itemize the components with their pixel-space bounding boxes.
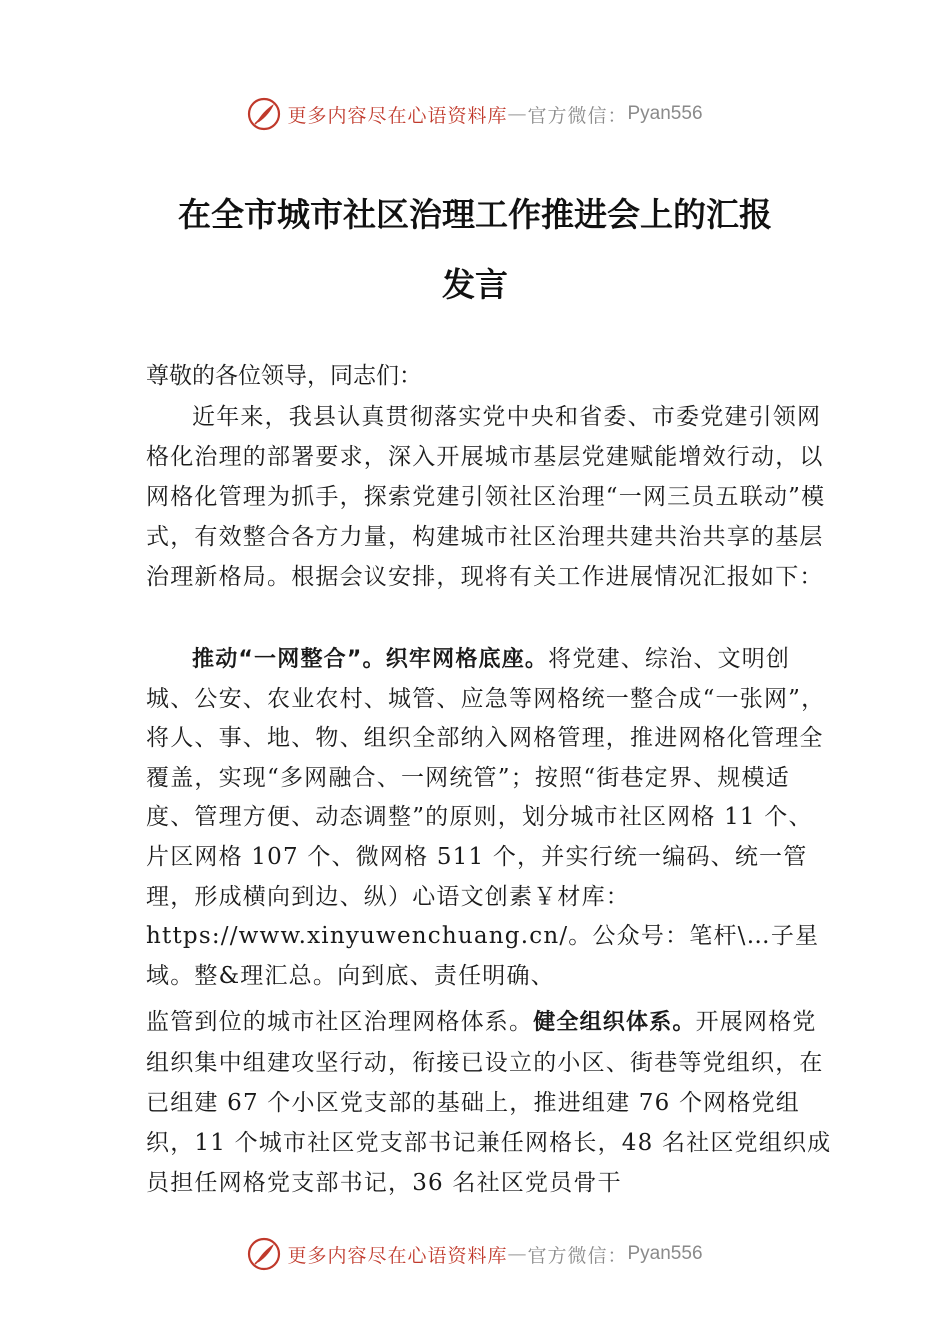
watermark-separator: —	[507, 103, 528, 125]
section-2-body: 开展网格党组织集中组建攻坚行动，衔接已设立的小区、街巷等党组织，在已组建 67 个小区党支部的基础上，推进组建 76 个网格党组织，11 个城市社区党支部书记兼任网格长，48 名社区党组织成员担任网格党支部书记，36 名社区党员骨干	[146, 1009, 832, 1196]
document-title-line-2: 发言	[442, 265, 508, 304]
section-1-heading: 推动“一网整合”。织牢网格底座。	[192, 647, 549, 672]
header-watermark	[0, 94, 950, 134]
section-2-heading: 健全组织体系。	[533, 1010, 696, 1035]
section-2-lead: 监管到位的城市社区治理网格体系。	[146, 1009, 534, 1035]
intro-paragraph: 近年来，我县认真贯彻落实党中央和省委、市委党建引领网格化治理的部署要求，深入开展城市基层党建赋能增效行动，以网格化管理为抓手，探索党建引领社区治理“一网三员五联动”模式，有效整合各方力量，构建城市社区治理共建共治共享的基层治理新格局。根据会议安排，现将有关工作进展情况汇报如下：	[146, 404, 826, 590]
document-title	[0, 180, 950, 320]
document-title-line-1: 在全市城市社区治理工作推进会上的汇报	[178, 195, 772, 234]
watermark-wechat-label: 官方微信：	[527, 104, 628, 127]
quill-pen-logo-icon	[247, 97, 281, 131]
watermark-wechat-id: Pyan556	[627, 1243, 703, 1264]
footer-watermark	[0, 1234, 950, 1274]
watermark-separator: —	[507, 1243, 528, 1265]
watermark-brand-text: 更多内容尽在心语资料库	[287, 1244, 508, 1267]
salutation: 尊敬的各位领导，同志们：	[146, 363, 422, 389]
section-1-body: 将党建、综治、文明创城、公安、农业农村、城管、应急等网格统一整合成“一张网”，将人、事、地、物、组织全部纳入网格管理，推进网格化管理全覆盖，实现“多网融合、一网统管”；按照“街巷定界、规模适度、管理方便、动态调整”的原则，划分城市社区网格 11 个、片区网格 107 个、微网格 511 个，并实行统一编码、统一管理，形成横向到边、纵）心语文创素￥材库：https://www.xinyuwenchuang.cn/。公众号：笔杆\…子星域。整&理汇总。向到底、责任明确、	[146, 646, 826, 989]
watermark-wechat-id: Pyan556	[627, 103, 703, 124]
quill-pen-logo-icon	[247, 1237, 281, 1271]
section-1-paragraph	[146, 640, 832, 996]
watermark-wechat-label: 官方微信：	[527, 1244, 628, 1267]
watermark-brand-text: 更多内容尽在心语资料库	[287, 104, 508, 127]
section-2-paragraph	[146, 1002, 832, 1203]
